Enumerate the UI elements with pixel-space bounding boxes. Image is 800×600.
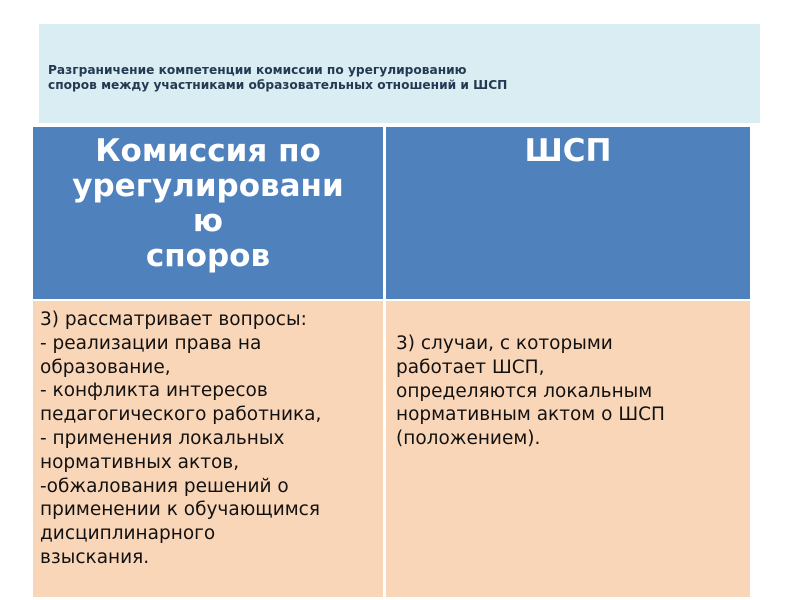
shsp-line: работает ШСП, <box>396 356 545 378</box>
shsp-competence-cell <box>386 301 750 597</box>
header-commission-line-1: Комиссия по <box>95 133 321 169</box>
commission-line: - конфликта интересов <box>40 380 268 402</box>
commission-line: - реализации права на <box>40 332 262 354</box>
commission-line: дисциплинарного <box>40 523 216 545</box>
commission-line: 3) рассматривает вопросы: <box>40 309 307 330</box>
shsp-line: нормативным актом о ШСП <box>396 404 665 426</box>
header-commission-line-4: споров <box>145 238 271 274</box>
shsp-line: 3) случаи, с которыми <box>396 333 613 354</box>
header-commission-line-2: урегулировани <box>72 168 344 204</box>
header-shsp <box>386 127 750 299</box>
commission-line: педагогического работника, <box>40 404 322 426</box>
header-commission-line-3: ю <box>192 203 224 239</box>
slide-title-line-2: споров между участниками образовательных отношений и ШСП <box>48 78 508 92</box>
commission-line: -обжалования решений о <box>40 475 289 497</box>
commission-line: - применения локальных <box>40 427 285 449</box>
commission-line: нормативных актов, <box>40 451 240 473</box>
commission-competence-cell <box>33 301 383 597</box>
commission-line: применении к обучающимся <box>40 499 320 521</box>
shsp-line: (положением). <box>396 428 541 450</box>
commission-line: взыскания. <box>40 546 150 568</box>
slide-title-line-1: Разграничение компетенции комиссии по урегулированию <box>48 63 467 77</box>
shsp-line: определяются локальным <box>396 380 653 402</box>
comparison-table <box>31 124 752 598</box>
title-banner <box>39 24 760 123</box>
commission-line: образование, <box>40 356 171 378</box>
slide-title <box>48 63 507 93</box>
header-commission <box>33 127 383 299</box>
header-shsp-label: ШСП <box>524 133 612 169</box>
